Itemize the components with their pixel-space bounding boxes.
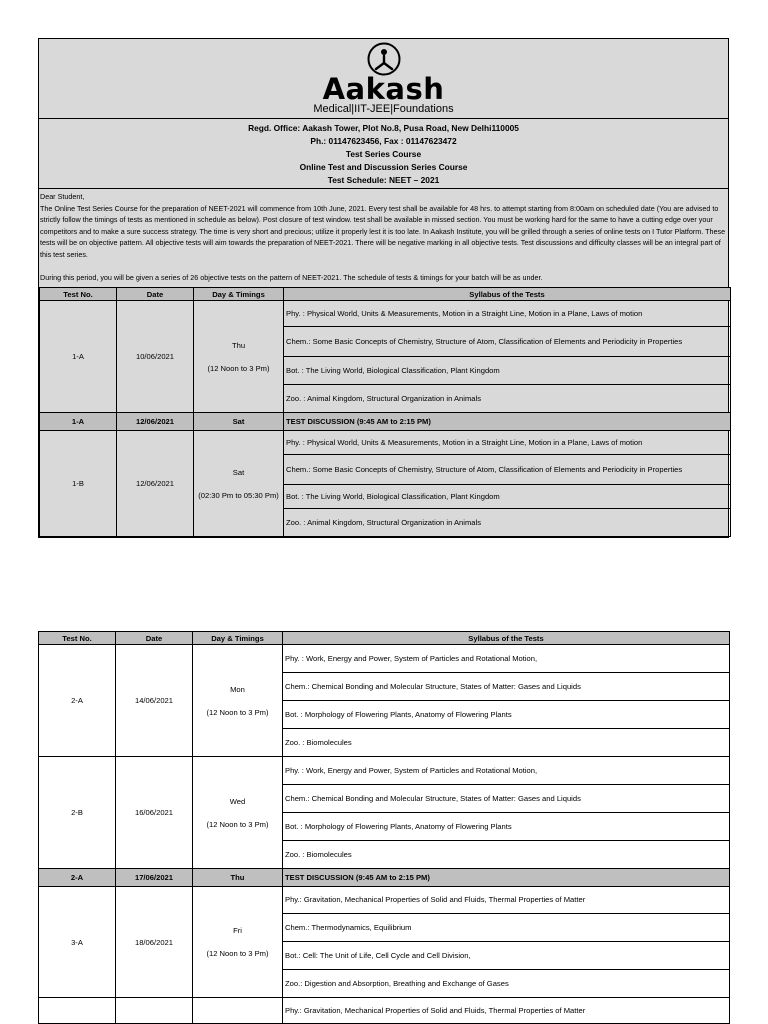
syllabus-zoology: Zoo.: Digestion and Absorption, Breathing and Exchange of Gases [283,970,730,998]
test-day: Fri [233,926,242,935]
table-header-row [39,632,730,645]
table-row [40,301,731,327]
day-timings [193,645,283,757]
test-no: 3-A [39,887,116,998]
course-type: Online Test and Discussion Series Course [299,162,468,172]
logo-area [39,39,728,119]
syllabus-zoology: Zoo. : Biomolecules [283,841,730,869]
office-address: Regd. Office: Aakash Tower, Plot No.8, Pusa Road, New Delhi110005 [248,123,519,133]
syllabus-physics: Phy. : Work, Energy and Power, System of Particles and Rotational Motion, [283,645,730,673]
table-row [39,998,730,1024]
col-test-no: Test No. [39,632,116,645]
intro-paragraph-1: The Online Test Series Course for the preparation of NEET-2021 will commence from 10th June, 2021. Every test shall be available for 48 hrs. to attempt starting from 8:00am on scheduled date (You are advised to strictly follow the timings of tests as mentioned in schedule as below). Post closure of test window. test shall be available in missed section. You must be working hard for the same to have a cutting edge over your competitors and to make a sure success strategy. The time is very short and precious; utilize it properly lest it is too late. In Aakash Institute, you will be grilled through a series of online tests on I Tutor Platform. These tests will be on objective pattern. All objective tests will aim towards the preparation of NEET-2021. There will be negative marking in all objective tests. Test discussions and difficulty classes will be an integral part of this test series. [40,203,726,259]
day-timings [194,431,284,537]
test-no: 1-A [40,301,117,413]
test-no [39,998,116,1024]
course-name: Test Series Course [345,149,422,159]
col-syllabus: Syllabus of the Tests [284,288,731,301]
test-day: Wed [229,796,246,806]
salutation: Dear Student, [40,192,85,201]
syllabus-zoology: Zoo. : Animal Kingdom, Structural Organization in Animals [284,385,731,413]
col-day-timings: Day & Timings [193,632,283,645]
test-date: 10/06/2021 [117,301,194,413]
schedule-table-2 [38,631,730,1024]
discussion-text: TEST DISCUSSION (9:45 AM to 2:15 PM) [283,869,730,887]
test-no: 1-B [40,431,117,537]
syllabus-zoology: Zoo. : Animal Kingdom, Structural Organization in Animals [284,509,731,537]
test-date: 12/06/2021 [117,431,194,537]
test-day: Thu [231,340,246,350]
day-timings [194,301,284,413]
day-timings [193,887,283,998]
test-time: (02:30 Pm to 05:30 Pm) [198,490,279,500]
intro-paragraph-2: During this period, you will be given a series of 26 objective tests on the pattern of NEET-2021. The schedule of tests & timings for your batch will be as under. [40,272,543,282]
syllabus-physics: Phy.: Gravitation, Mechanical Properties of Solid and Fluids, Thermal Properties of Matter [283,887,730,914]
test-date: 16/06/2021 [116,757,193,869]
test-day: Sat [232,467,245,477]
test-no: 2-B [39,757,116,869]
syllabus-physics: Phy. : Work, Energy and Power, System of Particles and Rotational Motion, [283,757,730,785]
test-date: 17/06/2021 [116,869,193,887]
test-date: 18/06/2021 [116,887,193,998]
table-row [39,887,730,914]
syllabus-zoology: Zoo. : Biomolecules [283,729,730,757]
syllabus-chemistry: Chem.: Some Basic Concepts of Chemistry, Structure of Atom, Classification of Elements and Periodicity in Properties [284,455,731,485]
test-date: 12/06/2021 [117,413,194,431]
day-timings [193,998,283,1024]
syllabus-botany: Bot. : Morphology of Flowering Plants, Anatomy of Flowering Plants [283,813,730,841]
test-date: 14/06/2021 [116,645,193,757]
schedule-table-1 [39,287,731,537]
syllabus-physics: Phy.: Gravitation, Mechanical Properties of Solid and Fluids, Thermal Properties of Matter [283,998,730,1024]
syllabus-botany: Bot. : The Living World, Biological Classification, Plant Kingdom [284,357,731,385]
schedule-section-2 [38,631,729,1024]
intro-text [39,189,728,287]
test-no: 2-A [39,645,116,757]
day-timings [193,757,283,869]
syllabus-physics: Phy. : Physical World, Units & Measurements, Motion in a Straight Line, Motion in a Plane, Laws of motion [284,431,731,455]
test-day: Thu [193,869,283,887]
table-row [39,645,730,673]
syllabus-chemistry: Chem.: Some Basic Concepts of Chemistry, Structure of Atom, Classification of Elements and Periodicity in Properties [284,327,731,357]
test-day: Sat [194,413,284,431]
syllabus-chemistry: Chem.: Chemical Bonding and Molecular Structure, States of Matter: Gases and Liquids [283,785,730,813]
discussion-text: TEST DISCUSSION (9:45 AM to 2:15 PM) [284,413,731,431]
syllabus-chemistry: Chem.: Thermodynamics, Equilibrium [283,914,730,942]
document-header [38,38,729,538]
syllabus-physics: Phy. : Physical World, Units & Measurements, Motion in a Straight Line, Motion in a Plane, Laws of motion [284,301,731,327]
test-time: (12 Noon to 3 Pm) [207,363,270,373]
col-date: Date [116,632,193,645]
test-time: (12 Noon to 3 Pm) [206,819,269,829]
test-date [116,998,193,1024]
discussion-row [39,869,730,887]
col-test-no: Test No. [40,288,117,301]
office-details [39,119,728,189]
col-syllabus: Syllabus of the Tests [283,632,730,645]
test-time: (12 Noon to 3 Pm) [206,949,269,958]
test-no: 1-A [40,413,117,431]
table-row [40,431,731,455]
syllabus-chemistry: Chem.: Chemical Bonding and Molecular Structure, States of Matter: Gases and Liquids [283,673,730,701]
syllabus-botany: Bot. : Morphology of Flowering Plants, Anatomy of Flowering Plants [283,701,730,729]
syllabus-botany: Bot.: Cell: The Unit of Life, Cell Cycle and Cell Division, [283,942,730,970]
discussion-row [40,413,731,431]
brand-name: Aakash [322,72,445,106]
test-day: Mon [230,684,245,694]
table-header-row [40,288,731,301]
schedule-title: Test Schedule: NEET – 2021 [327,175,440,185]
test-no: 2-A [39,869,116,887]
office-phone: Ph.: 01147623456, Fax : 01147623472 [310,136,457,146]
col-date: Date [117,288,194,301]
table-row [39,757,730,785]
col-day-timings: Day & Timings [194,288,284,301]
test-time: (12 Noon to 3 Pm) [206,707,269,717]
syllabus-botany: Bot. : The Living World, Biological Classification, Plant Kingdom [284,485,731,509]
brand-tagline: Medical|IIT-JEE|Foundations [313,103,454,115]
